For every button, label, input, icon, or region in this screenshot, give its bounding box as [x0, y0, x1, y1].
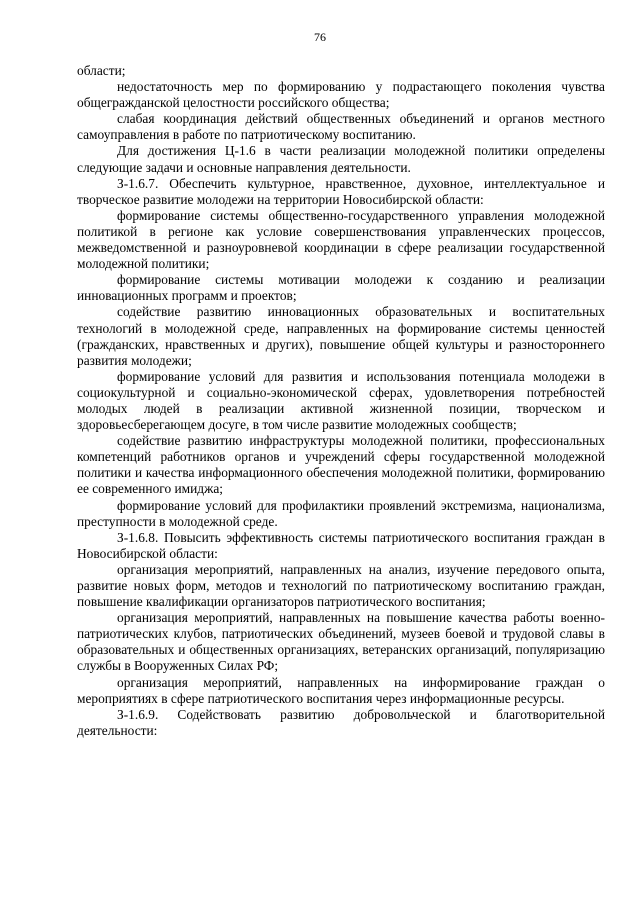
- paragraph: формирование системы мотивации молодежи к созданию и реализации инновационных программ и проектов;: [77, 272, 605, 304]
- paragraph: формирование системы общественно-государственного управления молодежной политикой в регионе как условие совершенствования управленческих процессов, межведомственной и разноуровневой координации в сфере реализации государственной молодежной политики;: [77, 207, 605, 272]
- paragraph: организация мероприятий, направленных на анализ, изучение передового опыта, развитие новых форм, методов и технологий по патриотическому воспитанию граждан, повышение квалификации организаторов патриотического воспитания;: [77, 561, 605, 610]
- paragraph: Для достижения Ц-1.6 в части реализации молодежной политики определены следующие задачи и основные направления деятельности.: [77, 143, 605, 175]
- paragraph: формирование условий для развития и использования потенциала молодежи в социокультурной и социально-экономической сферах, удовлетворения потребностей молодых людей в реализации активной жизненной позиции, творческом и здоровьесберегающем досуге, в том числе развитие молодежных сообществ;: [77, 368, 605, 433]
- paragraph: содействие развитию инфраструктуры молодежной политики, профессиональных компетенций работников органов и учреждений сферы государственной молодежной политики и качества информационного обеспечения молодежной политики, формированию ее современного имиджа;: [77, 433, 605, 497]
- page-number: 76: [314, 30, 326, 44]
- paragraph: содействие развитию инновационных образовательных и воспитательных технологий в молодежной среде, направленных на формирование системы ценностей (гражданских, нравственных и других), повышение общей культуры и разностороннего развития молодежи;: [77, 304, 605, 368]
- paragraph: организация мероприятий, направленных на информирование граждан о мероприятиях в сфере патриотического воспитания через информационные ресурсы.: [77, 674, 605, 706]
- paragraph: области;: [77, 63, 126, 78]
- paragraph: З-1.6.8. Повысить эффективность системы патриотического воспитания граждан в Новосибирской области:: [77, 529, 605, 561]
- paragraph: недостаточность мер по формированию у подрастающего поколения чувства общегражданской целостности российского общества;: [77, 79, 605, 111]
- paragraph: слабая координация действий общественных объединений и органов местного самоуправления в работе по патриотическому воспитанию.: [77, 111, 605, 143]
- document-body: [77, 63, 605, 739]
- paragraph: формирование условий для профилактики проявлений экстремизма, национализма, преступности в молодежной среде.: [77, 497, 605, 529]
- paragraph: З-1.6.9. Содействовать развитию добровольческой и благотворительной деятельности:: [77, 706, 605, 738]
- paragraph: организация мероприятий, направленных на повышение качества работы военно-патриотических клубов, патриотических объединений, музеев боевой и трудовой славы в образовательных и общественных организациях, ветеранских организаций, популяризацию службы в Вооруженных Силах РФ;: [77, 610, 605, 674]
- paragraph: З-1.6.7. Обеспечить культурное, нравственное, духовное, интеллектуальное и творческое развитие молодежи на территории Новосибирской области:: [77, 175, 605, 207]
